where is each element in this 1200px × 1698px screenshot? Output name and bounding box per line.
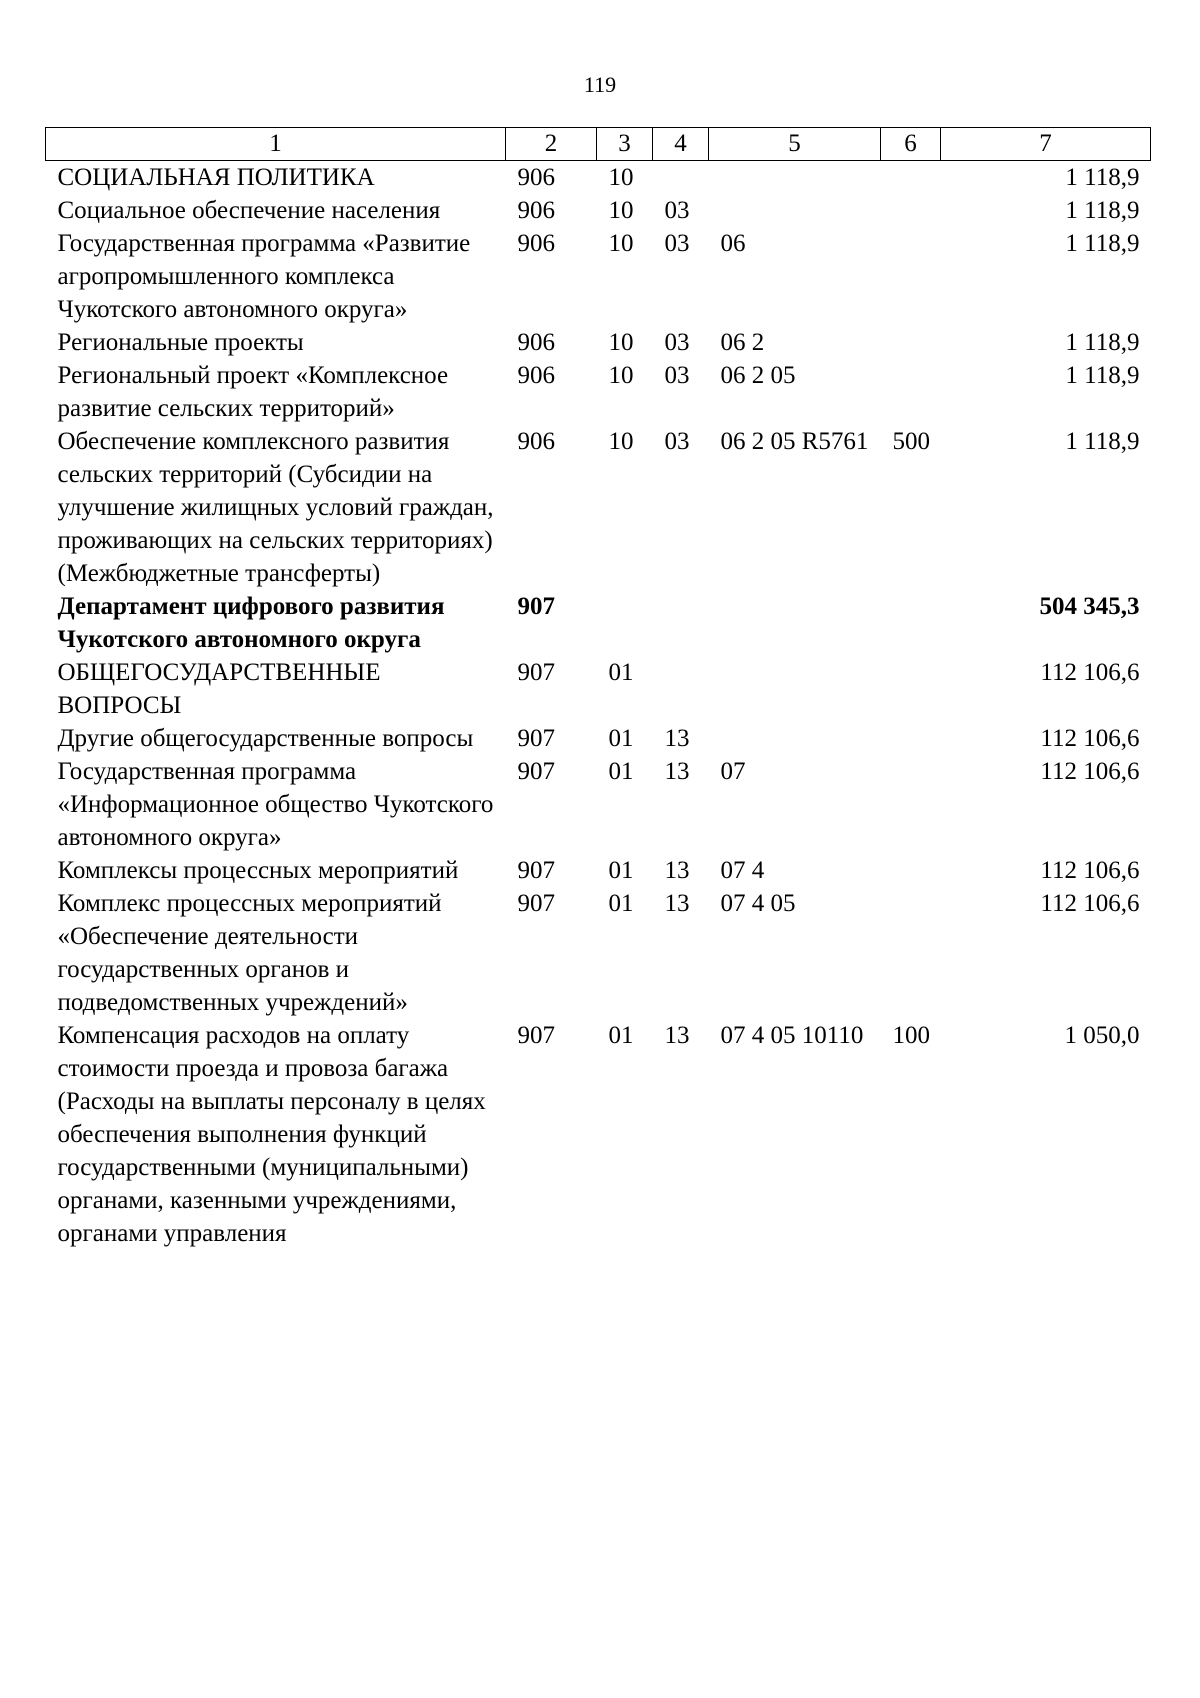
column-header-6: 6 bbox=[881, 128, 941, 161]
row-name-cell: СОЦИАЛЬНАЯ ПОЛИТИКА bbox=[57, 164, 375, 191]
row-col6-cell bbox=[881, 854, 941, 887]
row-col6-cell: 500 bbox=[892, 428, 930, 455]
table-row bbox=[46, 194, 1151, 227]
row-col2-cell: 906 bbox=[517, 428, 555, 455]
row-col4-cell: 03 bbox=[664, 197, 690, 224]
table-row bbox=[46, 161, 1151, 195]
row-name-cell: ОБЩЕГОСУДАРСТВЕННЫЕ ВОПРОСЫ bbox=[57, 659, 381, 719]
row-col5-cell bbox=[709, 656, 881, 722]
row-col2-cell: 907 bbox=[517, 725, 555, 752]
row-amount-cell: 1 118,9 bbox=[1065, 362, 1140, 389]
row-col3-cell: 10 bbox=[608, 428, 634, 455]
row-col2-cell: 907 bbox=[517, 593, 555, 620]
table-row bbox=[46, 887, 1151, 1019]
table-row bbox=[46, 425, 1151, 590]
row-col2-cell: 906 bbox=[517, 230, 555, 257]
row-col3-cell: 10 bbox=[608, 164, 634, 191]
row-amount-cell: 1 118,9 bbox=[1065, 197, 1140, 224]
row-name-cell: Государственная программа «Информационное общество Чукотского автономного округа» bbox=[57, 758, 494, 851]
row-name-cell: Комплекс процессных мероприятий «Обеспечение деятельности государственных органов и подведомственных учреждений» bbox=[57, 890, 442, 1016]
row-col5-cell bbox=[709, 194, 881, 227]
budget-table bbox=[45, 127, 1151, 1250]
row-name-cell: Комплексы процессных мероприятий bbox=[57, 857, 459, 884]
row-col3-cell: 01 bbox=[608, 890, 634, 917]
row-col3-cell: 01 bbox=[608, 1022, 634, 1049]
row-col4-cell bbox=[653, 656, 709, 722]
row-col2-cell: 907 bbox=[517, 659, 555, 686]
row-amount-cell: 112 106,6 bbox=[1040, 857, 1140, 884]
row-col2-cell: 907 bbox=[517, 857, 555, 884]
row-col6-cell bbox=[881, 887, 941, 1019]
table-row bbox=[46, 227, 1151, 326]
row-col5-cell: 06 2 bbox=[720, 329, 765, 356]
row-col4-cell bbox=[653, 590, 709, 656]
row-col5-cell bbox=[709, 722, 881, 755]
row-col3-cell: 01 bbox=[608, 659, 634, 686]
row-col6-cell bbox=[881, 359, 941, 425]
table-row bbox=[46, 656, 1151, 722]
row-col5-cell bbox=[709, 590, 881, 656]
row-col6-cell bbox=[881, 656, 941, 722]
row-name-cell: Другие общегосударственные вопросы bbox=[57, 725, 474, 752]
row-col6-cell bbox=[881, 722, 941, 755]
row-amount-cell: 504 345,3 bbox=[1039, 593, 1140, 620]
row-col5-cell: 06 bbox=[720, 230, 746, 257]
row-col2-cell: 906 bbox=[517, 362, 555, 389]
table-row bbox=[46, 854, 1151, 887]
row-col3-cell: 10 bbox=[608, 230, 634, 257]
column-header-3: 3 bbox=[597, 128, 653, 161]
row-amount-cell: 1 118,9 bbox=[1065, 230, 1140, 257]
row-amount-cell: 1 118,9 bbox=[1065, 428, 1140, 455]
column-header-5: 5 bbox=[709, 128, 881, 161]
header-row bbox=[46, 128, 1151, 161]
row-col4-cell: 13 bbox=[664, 725, 690, 752]
row-col2-cell: 907 bbox=[517, 1022, 555, 1049]
row-col5-cell: 07 4 05 10110 bbox=[720, 1022, 864, 1049]
table-row bbox=[46, 755, 1151, 854]
row-col3-cell: 10 bbox=[608, 197, 634, 224]
row-col2-cell: 906 bbox=[517, 164, 555, 191]
row-col3-cell bbox=[597, 590, 653, 656]
row-amount-cell: 112 106,6 bbox=[1040, 659, 1140, 686]
row-col4-cell: 13 bbox=[664, 758, 690, 785]
row-col5-cell: 07 4 bbox=[720, 857, 765, 884]
row-col6-cell bbox=[881, 161, 941, 195]
row-col6-cell bbox=[881, 326, 941, 359]
row-col3-cell: 10 bbox=[608, 329, 634, 356]
row-col6-cell bbox=[881, 227, 941, 326]
column-header-1: 1 bbox=[46, 128, 506, 161]
row-col5-cell bbox=[709, 161, 881, 195]
row-col4-cell: 03 bbox=[664, 230, 690, 257]
row-col3-cell: 10 bbox=[608, 362, 634, 389]
row-col4-cell: 03 bbox=[664, 329, 690, 356]
row-name-cell: Компенсация расходов на оплату стоимости проезда и провоза багажа (Расходы на выплаты персоналу в целях обеспечения выполнения функций государственными (муниципальными) органами, казенными учреждениями, органами управления bbox=[57, 1022, 486, 1247]
row-amount-cell: 1 118,9 bbox=[1065, 329, 1140, 356]
row-col5-cell: 06 2 05 bbox=[720, 362, 796, 389]
table-row bbox=[46, 359, 1151, 425]
row-amount-cell: 1 050,0 bbox=[1064, 1022, 1140, 1049]
table-row bbox=[46, 326, 1151, 359]
row-name-cell: Социальное обеспечение населения bbox=[57, 197, 441, 224]
row-name-cell: Региональные проекты bbox=[57, 329, 304, 356]
row-col6-cell: 100 bbox=[892, 1022, 930, 1049]
row-col2-cell: 907 bbox=[517, 758, 555, 785]
row-col6-cell bbox=[881, 590, 941, 656]
row-col2-cell: 906 bbox=[517, 197, 555, 224]
row-col4-cell: 13 bbox=[664, 1022, 690, 1049]
row-col4-cell: 13 bbox=[664, 857, 690, 884]
row-amount-cell: 112 106,6 bbox=[1040, 725, 1140, 752]
table-row bbox=[46, 1019, 1151, 1250]
row-col3-cell: 01 bbox=[608, 857, 634, 884]
row-col6-cell bbox=[881, 755, 941, 854]
page-number: 119 bbox=[583, 72, 617, 97]
row-col5-cell: 06 2 05 R5761 bbox=[720, 428, 869, 455]
row-col5-cell: 07 4 05 bbox=[720, 890, 796, 917]
row-col6-cell bbox=[881, 194, 941, 227]
row-col2-cell: 906 bbox=[517, 329, 555, 356]
column-header-4: 4 bbox=[653, 128, 709, 161]
column-header-7: 7 bbox=[941, 128, 1151, 161]
row-amount-cell: 112 106,6 bbox=[1040, 758, 1140, 785]
row-col4-cell: 03 bbox=[664, 428, 690, 455]
row-name-cell: Обеспечение комплексного развития сельских территорий (Субсидии на улучшение жилищных условий граждан, проживающих на сельских территориях) (Межбюджетные трансферты) bbox=[57, 428, 494, 587]
column-header-2: 2 bbox=[506, 128, 597, 161]
row-col3-cell: 01 bbox=[608, 725, 634, 752]
row-amount-cell: 1 118,9 bbox=[1065, 164, 1140, 191]
row-col4-cell: 03 bbox=[664, 362, 690, 389]
row-col4-cell: 13 bbox=[664, 890, 690, 917]
table-row bbox=[46, 722, 1151, 755]
row-name-cell: Государственная программа «Развитие агропромышленного комплекса Чукотского автономного округа» bbox=[57, 230, 471, 323]
row-name-cell: Региональный проект «Комплексное развитие сельских территорий» bbox=[57, 362, 449, 422]
row-col3-cell: 01 bbox=[608, 758, 634, 785]
row-col4-cell bbox=[653, 161, 709, 195]
row-col5-cell: 07 bbox=[720, 758, 746, 785]
row-amount-cell: 112 106,6 bbox=[1040, 890, 1140, 917]
table-row bbox=[46, 590, 1151, 656]
row-name-cell: Департамент цифрового развития Чукотского автономного округа bbox=[57, 593, 445, 653]
row-col2-cell: 907 bbox=[517, 890, 555, 917]
